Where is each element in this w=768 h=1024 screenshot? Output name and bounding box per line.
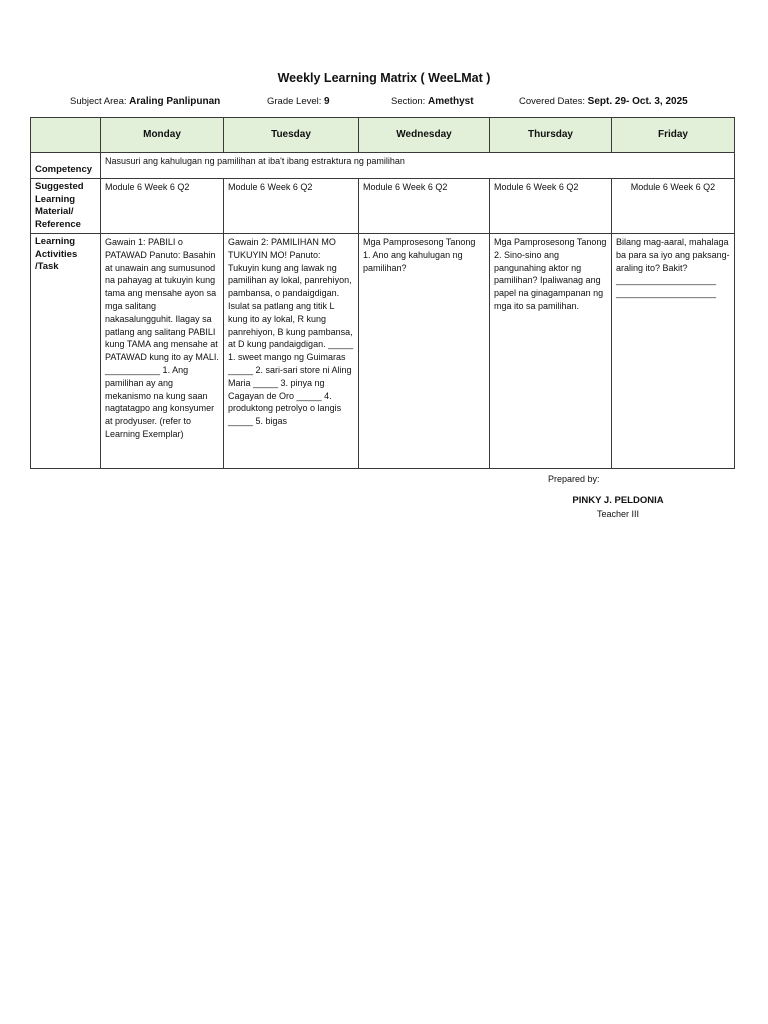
header-thursday: Thursday: [490, 118, 612, 153]
materials-thursday: Module 6 Week 6 Q2: [490, 179, 612, 234]
materials-label: Suggested Learning Material/ Reference: [31, 179, 101, 234]
grade-level-value: 9: [324, 96, 330, 107]
header-tuesday: Tuesday: [224, 118, 359, 153]
activities-thursday: Mga Pamprosesong Tanong 2. Sino-sino ang pangunahing aktor ng pamilihan? Ipaliwanag ang papel na ginagampanan ng mga ito sa pamilihan.: [490, 234, 612, 469]
competency-text: Nasusuri ang kahulugan ng pamilihan at iba't ibang estraktura ng pamilihan: [101, 153, 735, 179]
section: [391, 96, 474, 107]
subject-area: [70, 96, 220, 107]
materials-row: [31, 179, 735, 234]
header-wednesday: Wednesday: [359, 118, 490, 153]
activities-monday: Gawain 1: PABILI o PATAWAD Panuto: Basahin at unawain ang sumusunod na pahayag at tukuyin kung tama ang mensahe ayon sa mga salitang nakasalungguhit. Ilagay sa patlang ang salitang PABILI kung TAMA ang mensahe at PATAWAD kung ito ay MALI. ___________ 1. Ang pamilihan ay ang mekanismo na kung saan nagtatagpo ang konsyumer at prodyuser. (refer to Learning Exemplar): [101, 234, 224, 469]
covered-dates: [519, 96, 688, 107]
activities-tuesday: Gawain 2: PAMILIHAN MO TUKUYIN MO! Panuto: Tukuyin kung ang lawak ng pamilihan ay lokal, panrehiyon, pambansa, o pandaigdigan. Isulat sa patlang ang titik L kung ito ay lokal, R kung panrehiyon, B kung pambansa, at D kung pandaigdigan. _____ 1. sweet mango ng Guimaras _____ 2. sari-sari store ni Aling Maria _____ 3. pinya ng Cagayan de Oro _____ 4. produktong petrolyo o langis _____ 5. bigas: [224, 234, 359, 469]
section-label: Section:: [391, 96, 426, 107]
preparer-name: PINKY J. PELDONIA: [572, 495, 664, 506]
competency-label: Competency: [31, 153, 101, 179]
header-monday: Monday: [101, 118, 224, 153]
preparer-position: Teacher III: [596, 509, 640, 519]
prepared-by-label: Prepared by:: [548, 474, 600, 484]
materials-wednesday: Module 6 Week 6 Q2: [359, 179, 490, 234]
competency-row: [31, 153, 735, 179]
section-value: Amethyst: [427, 96, 474, 107]
activities-friday: Bilang mag-aaral, mahalaga ba para sa iyo ang paksang-araling ito? Bakit? ____________________ ____________________: [612, 234, 735, 469]
weekly-matrix-table: [30, 117, 735, 469]
document-title: Weekly Learning Matrix ( WeeLMat ): [277, 71, 491, 85]
activities-wednesday: Mga Pamprosesong Tanong 1. Ano ang kahulugan ng pamilihan?: [359, 234, 490, 469]
materials-monday: Module 6 Week 6 Q2: [101, 179, 224, 234]
materials-friday: Module 6 Week 6 Q2: [612, 179, 735, 234]
grade-level: [267, 96, 330, 107]
header-friday: Friday: [612, 118, 735, 153]
subject-area-value: Araling Panlipunan: [129, 96, 221, 107]
grade-level-label: Grade Level:: [267, 96, 322, 107]
activities-label: Learning Activities /Task: [31, 234, 101, 469]
covered-dates-label: Covered Dates:: [519, 96, 586, 107]
covered-dates-value: Sept. 29- Oct. 3, 2025: [587, 96, 688, 107]
table-header-row: [31, 118, 735, 153]
materials-tuesday: Module 6 Week 6 Q2: [224, 179, 359, 234]
header-blank-cell: [31, 118, 101, 153]
activities-row: [31, 234, 735, 469]
subject-area-label: Subject Area:: [70, 96, 127, 107]
